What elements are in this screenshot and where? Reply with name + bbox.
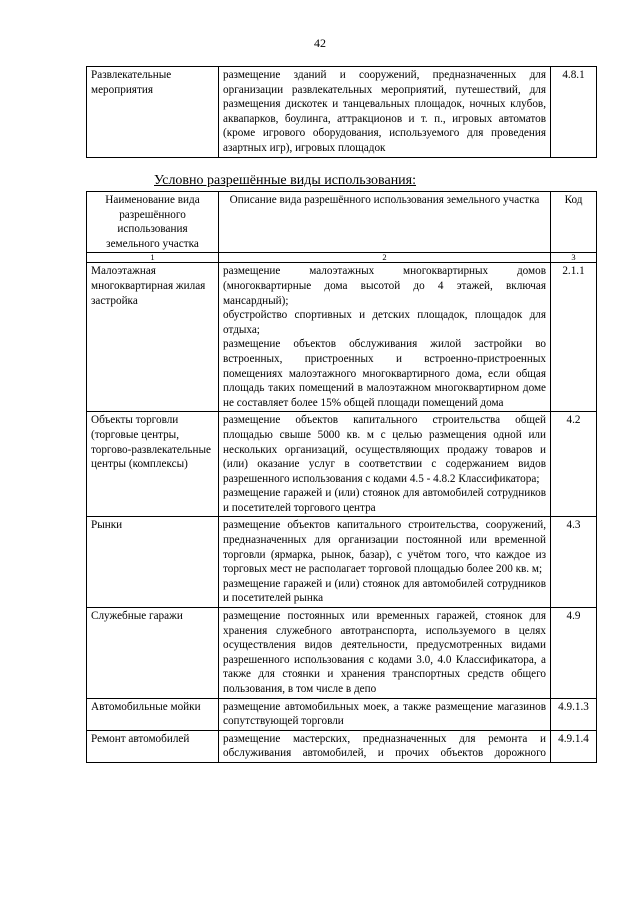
use-name-cell: Развлекательные мероприятия: [87, 67, 219, 158]
description-paragraph: размещение автомобильных моек, а также размещение магазинов сопутствующей торговли: [223, 700, 546, 728]
table-row: [87, 730, 597, 762]
header-name: Наименование вида разрешённого использования земельного участка: [87, 192, 219, 253]
column-number: 1: [87, 253, 219, 263]
table-row: [87, 263, 597, 412]
use-name-cell: Служебные гаражи: [87, 608, 219, 699]
use-description-cell: [219, 698, 551, 730]
table-row: [87, 698, 597, 730]
column-number-row: [87, 253, 597, 263]
page-number: 42: [314, 36, 326, 50]
use-code-cell: 2.1.1: [551, 263, 597, 412]
header-code: Код: [551, 192, 597, 253]
conditional-uses-table: [86, 191, 597, 763]
use-description-cell: [219, 263, 551, 412]
use-code-cell: 4.9: [551, 608, 597, 699]
description-paragraph: размещение гаражей и (или) стоянок для автомобилей сотрудников и посетителей рынка: [223, 577, 546, 605]
description-paragraph: размещение малоэтажных многоквартирных домов (многоквартирные дома высотой до 4 этажей, включая мансардный);: [223, 265, 546, 307]
description-paragraph: размещение постоянных или временных гаражей, стоянок для хранения служебного автотранспорта, используемого в целях осуществления видов деятельности, предусмотренных видами разрешенного использования с кодами 3.0, 4.0 Классификатора, а также для стоянки и хранения транспортных средств общего пользования, в том числе в депо: [223, 610, 546, 695]
description-paragraph: размещение гаражей и (или) стоянок для автомобилей сотрудников и посетителей торгового центра: [223, 487, 546, 514]
use-code-cell: 4.8.1: [551, 67, 597, 158]
use-description-cell: [219, 608, 551, 699]
description-paragraph: размещение мастерских, предназначенных для ремонта и обслуживания автомобилей, и прочих объектов дорожного: [223, 732, 546, 760]
description-paragraph: размещение объектов капитального строительства общей площадью свыше 5000 кв. м с целью размещения одной или нескольких организаций, осуществляющих продажу товаров и (или) оказание услуг в соответствии с содержанием видов разрешенного использования с кодами 4.5 - 4.8.2 Классификатора;: [223, 414, 546, 485]
use-name-cell: Малоэтажная многоквартирная жилая застройка: [87, 263, 219, 412]
table-header-row: [87, 192, 597, 253]
description-paragraph: размещение объектов обслуживания жилой застройки во встроенных, пристроенных и встроенно-пристроенных помещениях малоэтажного многоквартирного дома, если общая площадь таких помещений в малоэтажном многоквартирном доме не составляет более 15% общей площади помещений дома: [223, 338, 546, 409]
continued-table: [86, 66, 597, 158]
header-description: Описание вида разрешённого использования земельного участка: [219, 192, 551, 253]
table-row: [87, 67, 597, 158]
use-name-cell: Рынки: [87, 517, 219, 608]
table-row: [87, 517, 597, 608]
section-title: Условно разрешённые виды использования:: [154, 173, 417, 188]
use-description-cell: [219, 730, 551, 762]
table-row: [87, 412, 597, 517]
use-code-cell: 4.3: [551, 517, 597, 608]
use-name-cell: Автомобильные мойки: [87, 698, 219, 730]
description-paragraph: размещение объектов капитального строительства, сооружений, предназначенных для организации постоянной или временной торговли (ярмарка, рынок, базар), с учётом того, что каждое из торговых мест не располагает торговой площадью более 200 кв. м;: [223, 519, 546, 576]
use-name-cell: Ремонт автомобилей: [87, 730, 219, 762]
use-code-cell: 4.9.1.4: [551, 730, 597, 762]
column-number: 2: [219, 253, 551, 263]
use-code-cell: 4.2: [551, 412, 597, 517]
use-name-cell: Объекты торговли (торговые центры, торгово-развлекательные центры (комплексы): [87, 412, 219, 517]
description-paragraph: обустройство спортивных и детских площадок, площадок для отдыха;: [223, 309, 546, 336]
use-description-cell: [219, 517, 551, 608]
use-description-cell: размещение зданий и сооружений, предназначенных для организации развлекательных мероприятий, путешествий, для размещения дискотек и танцевальных площадок, ночных клубов, аквапарков, боулинга, аттракционов и т. п., игровых автоматов (кроме игрового оборудования, используемого для проведения азартных игр), игровых площадок: [219, 67, 551, 158]
column-number: 3: [551, 253, 597, 263]
table-row: [87, 608, 597, 699]
use-code-cell: 4.9.1.3: [551, 698, 597, 730]
use-description-cell: [219, 412, 551, 517]
